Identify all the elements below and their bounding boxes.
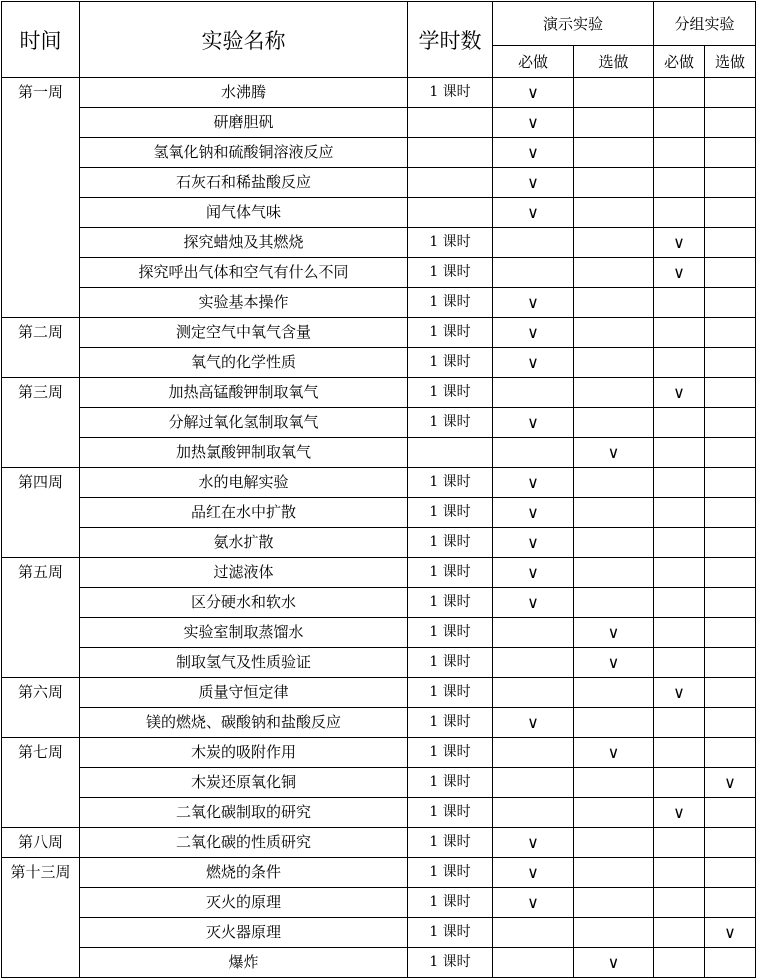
hours-cell: 1 课时 [408, 918, 493, 948]
demo-required-cell [493, 678, 574, 708]
hours-cell [408, 438, 493, 468]
group-optional-cell [705, 198, 756, 228]
header-demo-optional: 选做 [574, 46, 654, 78]
demo-optional-cell [574, 468, 654, 498]
group-required-cell [654, 618, 705, 648]
table-row [2, 588, 756, 618]
demo-optional-cell [574, 408, 654, 438]
week-cell [2, 138, 80, 168]
experiment-name-cell: 木炭的吸附作用 [80, 738, 408, 768]
table-row [2, 528, 756, 558]
demo-optional-cell [574, 78, 654, 108]
experiment-name-cell: 燃烧的条件 [80, 858, 408, 888]
group-optional-cell [705, 858, 756, 888]
experiment-name-cell: 灭火器原理 [80, 918, 408, 948]
week-cell [2, 438, 80, 468]
demo-required-cell: ∨ [493, 78, 574, 108]
hours-cell [408, 168, 493, 198]
experiment-name-cell: 品红在水中扩散 [80, 498, 408, 528]
group-optional-cell: ∨ [705, 918, 756, 948]
group-optional-cell [705, 378, 756, 408]
table-row [2, 918, 756, 948]
group-optional-cell [705, 948, 756, 978]
header-demo-experiment: 演示实验 [493, 2, 654, 46]
demo-required-cell: ∨ [493, 348, 574, 378]
table-row [2, 888, 756, 918]
table-header [2, 2, 756, 78]
group-required-cell [654, 738, 705, 768]
demo-required-cell [493, 258, 574, 288]
table-row [2, 828, 756, 858]
group-required-cell [654, 708, 705, 738]
table-row [2, 678, 756, 708]
week-cell: 第四周 [2, 468, 80, 498]
hours-cell: 1 课时 [408, 318, 493, 348]
week-cell [2, 768, 80, 798]
demo-optional-cell: ∨ [574, 648, 654, 678]
demo-optional-cell [574, 378, 654, 408]
demo-required-cell: ∨ [493, 318, 574, 348]
demo-optional-cell: ∨ [574, 738, 654, 768]
table-row [2, 498, 756, 528]
demo-required-cell [493, 918, 574, 948]
group-required-cell [654, 108, 705, 138]
table-row [2, 438, 756, 468]
demo-required-cell: ∨ [493, 108, 574, 138]
group-required-cell [654, 438, 705, 468]
experiment-name-cell: 爆炸 [80, 948, 408, 978]
demo-optional-cell [574, 588, 654, 618]
group-required-cell [654, 498, 705, 528]
week-cell: 第一周 [2, 78, 80, 108]
experiment-name-cell: 氧气的化学性质 [80, 348, 408, 378]
demo-required-cell: ∨ [493, 288, 574, 318]
week-cell [2, 108, 80, 138]
demo-optional-cell [574, 858, 654, 888]
demo-required-cell: ∨ [493, 168, 574, 198]
week-cell [2, 498, 80, 528]
group-required-cell [654, 558, 705, 588]
hours-cell: 1 课时 [408, 798, 493, 828]
experiment-name-cell: 石灰石和稀盐酸反应 [80, 168, 408, 198]
group-optional-cell [705, 348, 756, 378]
table-row [2, 198, 756, 228]
demo-optional-cell [574, 288, 654, 318]
demo-optional-cell: ∨ [574, 948, 654, 978]
experiment-name-cell: 加热高锰酸钾制取氧气 [80, 378, 408, 408]
table-row [2, 858, 756, 888]
group-required-cell [654, 468, 705, 498]
experiment-name-cell: 加热氯酸钾制取氧气 [80, 438, 408, 468]
demo-required-cell: ∨ [493, 588, 574, 618]
header-group-optional: 选做 [705, 46, 756, 78]
week-cell [2, 648, 80, 678]
week-cell [2, 228, 80, 258]
hours-cell: 1 课时 [408, 708, 493, 738]
experiment-name-cell: 灭火的原理 [80, 888, 408, 918]
table-row [2, 768, 756, 798]
hours-cell [408, 138, 493, 168]
demo-optional-cell [574, 888, 654, 918]
group-required-cell: ∨ [654, 228, 705, 258]
demo-optional-cell [574, 918, 654, 948]
group-required-cell [654, 78, 705, 108]
demo-required-cell: ∨ [493, 828, 574, 858]
experiment-name-cell: 水的电解实验 [80, 468, 408, 498]
demo-optional-cell [574, 498, 654, 528]
demo-optional-cell [574, 708, 654, 738]
table-row [2, 108, 756, 138]
hours-cell: 1 课时 [408, 648, 493, 678]
table-row [2, 408, 756, 438]
hours-cell: 1 课时 [408, 558, 493, 588]
hours-cell: 1 课时 [408, 78, 493, 108]
header-time: 时间 [2, 2, 80, 78]
demo-required-cell [493, 948, 574, 978]
group-required-cell [654, 888, 705, 918]
hours-cell: 1 课时 [408, 378, 493, 408]
table-row [2, 948, 756, 978]
demo-required-cell: ∨ [493, 558, 574, 588]
experiment-name-cell: 分解过氧化氢制取氧气 [80, 408, 408, 438]
demo-optional-cell [574, 108, 654, 138]
group-optional-cell [705, 168, 756, 198]
demo-required-cell: ∨ [493, 468, 574, 498]
demo-required-cell: ∨ [493, 138, 574, 168]
experiment-schedule-table [1, 1, 756, 978]
group-optional-cell [705, 618, 756, 648]
week-cell: 第八周 [2, 828, 80, 858]
group-optional-cell [705, 738, 756, 768]
demo-required-cell [493, 228, 574, 258]
hours-cell: 1 课时 [408, 528, 493, 558]
group-optional-cell [705, 258, 756, 288]
group-required-cell [654, 168, 705, 198]
header-group-required: 必做 [654, 46, 705, 78]
week-cell [2, 918, 80, 948]
experiment-name-cell: 探究呼出气体和空气有什么不同 [80, 258, 408, 288]
group-optional-cell [705, 498, 756, 528]
experiment-name-cell: 二氧化碳制取的研究 [80, 798, 408, 828]
week-cell [2, 288, 80, 318]
demo-required-cell: ∨ [493, 708, 574, 738]
group-required-cell [654, 648, 705, 678]
header-demo-required: 必做 [493, 46, 574, 78]
table-row [2, 648, 756, 678]
demo-required-cell: ∨ [493, 528, 574, 558]
experiment-name-cell: 水沸腾 [80, 78, 408, 108]
table-row [2, 468, 756, 498]
demo-required-cell: ∨ [493, 888, 574, 918]
week-cell [2, 798, 80, 828]
demo-optional-cell [574, 138, 654, 168]
demo-required-cell [493, 768, 574, 798]
group-required-cell [654, 588, 705, 618]
week-cell: 第十三周 [2, 858, 80, 888]
week-cell [2, 588, 80, 618]
header-group-experiment: 分组实验 [654, 2, 756, 46]
experiment-name-cell: 制取氢气及性质验证 [80, 648, 408, 678]
table-row [2, 78, 756, 108]
table-row [2, 228, 756, 258]
group-required-cell [654, 858, 705, 888]
group-required-cell [654, 408, 705, 438]
demo-required-cell [493, 738, 574, 768]
group-required-cell [654, 348, 705, 378]
hours-cell: 1 课时 [408, 498, 493, 528]
week-cell: 第六周 [2, 678, 80, 708]
experiment-name-cell: 闻气体气味 [80, 198, 408, 228]
hours-cell: 1 课时 [408, 588, 493, 618]
group-optional-cell: ∨ [705, 768, 756, 798]
experiment-name-cell: 实验室制取蒸馏水 [80, 618, 408, 648]
group-required-cell [654, 318, 705, 348]
group-optional-cell [705, 468, 756, 498]
group-optional-cell [705, 438, 756, 468]
group-optional-cell [705, 588, 756, 618]
table-row [2, 168, 756, 198]
group-optional-cell [705, 708, 756, 738]
table-row [2, 138, 756, 168]
week-cell: 第二周 [2, 318, 80, 348]
experiment-name-cell: 质量守恒定律 [80, 678, 408, 708]
demo-required-cell [493, 798, 574, 828]
demo-optional-cell [574, 528, 654, 558]
experiment-name-cell: 实验基本操作 [80, 288, 408, 318]
experiment-name-cell: 木炭还原氧化铜 [80, 768, 408, 798]
week-cell [2, 528, 80, 558]
demo-optional-cell [574, 168, 654, 198]
demo-required-cell [493, 618, 574, 648]
hours-cell: 1 课时 [408, 348, 493, 378]
group-required-cell [654, 828, 705, 858]
group-optional-cell [705, 228, 756, 258]
demo-optional-cell [574, 678, 654, 708]
week-cell [2, 948, 80, 978]
table-row [2, 378, 756, 408]
experiment-name-cell: 研磨胆矾 [80, 108, 408, 138]
table-row [2, 258, 756, 288]
week-cell [2, 708, 80, 738]
hours-cell: 1 课时 [408, 678, 493, 708]
demo-optional-cell [574, 198, 654, 228]
week-cell [2, 168, 80, 198]
table-row [2, 798, 756, 828]
week-cell [2, 348, 80, 378]
group-required-cell [654, 918, 705, 948]
group-required-cell [654, 948, 705, 978]
table-row [2, 288, 756, 318]
group-optional-cell [705, 678, 756, 708]
hours-cell [408, 108, 493, 138]
group-optional-cell [705, 138, 756, 168]
group-optional-cell [705, 558, 756, 588]
table-row [2, 348, 756, 378]
header-hours: 学时数 [408, 2, 493, 78]
demo-optional-cell [574, 228, 654, 258]
experiment-name-cell: 氢氧化钠和硫酸铜溶液反应 [80, 138, 408, 168]
group-required-cell: ∨ [654, 258, 705, 288]
group-required-cell: ∨ [654, 798, 705, 828]
demo-required-cell: ∨ [493, 198, 574, 228]
table-row [2, 708, 756, 738]
table-row [2, 558, 756, 588]
demo-required-cell: ∨ [493, 498, 574, 528]
demo-optional-cell [574, 258, 654, 288]
group-required-cell [654, 528, 705, 558]
demo-optional-cell [574, 768, 654, 798]
group-optional-cell [705, 888, 756, 918]
week-cell [2, 258, 80, 288]
hours-cell: 1 课时 [408, 858, 493, 888]
demo-optional-cell [574, 318, 654, 348]
week-cell [2, 408, 80, 438]
week-cell [2, 618, 80, 648]
hours-cell: 1 课时 [408, 888, 493, 918]
group-required-cell: ∨ [654, 678, 705, 708]
experiment-name-cell: 镁的燃烧、碳酸钠和盐酸反应 [80, 708, 408, 738]
demo-optional-cell [574, 558, 654, 588]
demo-required-cell [493, 438, 574, 468]
experiment-name-cell: 探究蜡烛及其燃烧 [80, 228, 408, 258]
group-optional-cell [705, 78, 756, 108]
group-required-cell [654, 288, 705, 318]
group-optional-cell [705, 648, 756, 678]
group-required-cell: ∨ [654, 378, 705, 408]
demo-optional-cell [574, 828, 654, 858]
demo-required-cell: ∨ [493, 408, 574, 438]
table-row [2, 318, 756, 348]
group-optional-cell [705, 288, 756, 318]
week-cell [2, 198, 80, 228]
week-cell: 第三周 [2, 378, 80, 408]
hours-cell: 1 课时 [408, 828, 493, 858]
group-optional-cell [705, 828, 756, 858]
experiment-name-cell: 二氧化碳的性质研究 [80, 828, 408, 858]
group-required-cell [654, 138, 705, 168]
demo-optional-cell [574, 348, 654, 378]
hours-cell: 1 课时 [408, 408, 493, 438]
experiment-name-cell: 测定空气中氧气含量 [80, 318, 408, 348]
week-cell [2, 888, 80, 918]
demo-optional-cell: ∨ [574, 438, 654, 468]
group-required-cell [654, 768, 705, 798]
group-optional-cell [705, 798, 756, 828]
hours-cell: 1 课时 [408, 258, 493, 288]
group-optional-cell [705, 108, 756, 138]
hours-cell [408, 198, 493, 228]
demo-optional-cell [574, 798, 654, 828]
demo-required-cell [493, 648, 574, 678]
group-optional-cell [705, 408, 756, 438]
week-cell: 第五周 [2, 558, 80, 588]
hours-cell: 1 课时 [408, 288, 493, 318]
hours-cell: 1 课时 [408, 228, 493, 258]
experiment-name-cell: 区分硬水和软水 [80, 588, 408, 618]
group-optional-cell [705, 318, 756, 348]
hours-cell: 1 课时 [408, 768, 493, 798]
group-required-cell [654, 198, 705, 228]
demo-optional-cell: ∨ [574, 618, 654, 648]
week-cell: 第七周 [2, 738, 80, 768]
hours-cell: 1 课时 [408, 948, 493, 978]
header-experiment-name: 实验名称 [80, 2, 408, 78]
demo-required-cell [493, 378, 574, 408]
experiment-name-cell: 氨水扩散 [80, 528, 408, 558]
hours-cell: 1 课时 [408, 738, 493, 768]
hours-cell: 1 课时 [408, 618, 493, 648]
demo-required-cell: ∨ [493, 858, 574, 888]
group-optional-cell [705, 528, 756, 558]
experiment-name-cell: 过滤液体 [80, 558, 408, 588]
table-row [2, 738, 756, 768]
hours-cell: 1 课时 [408, 468, 493, 498]
table-row [2, 618, 756, 648]
table-body [2, 78, 756, 978]
